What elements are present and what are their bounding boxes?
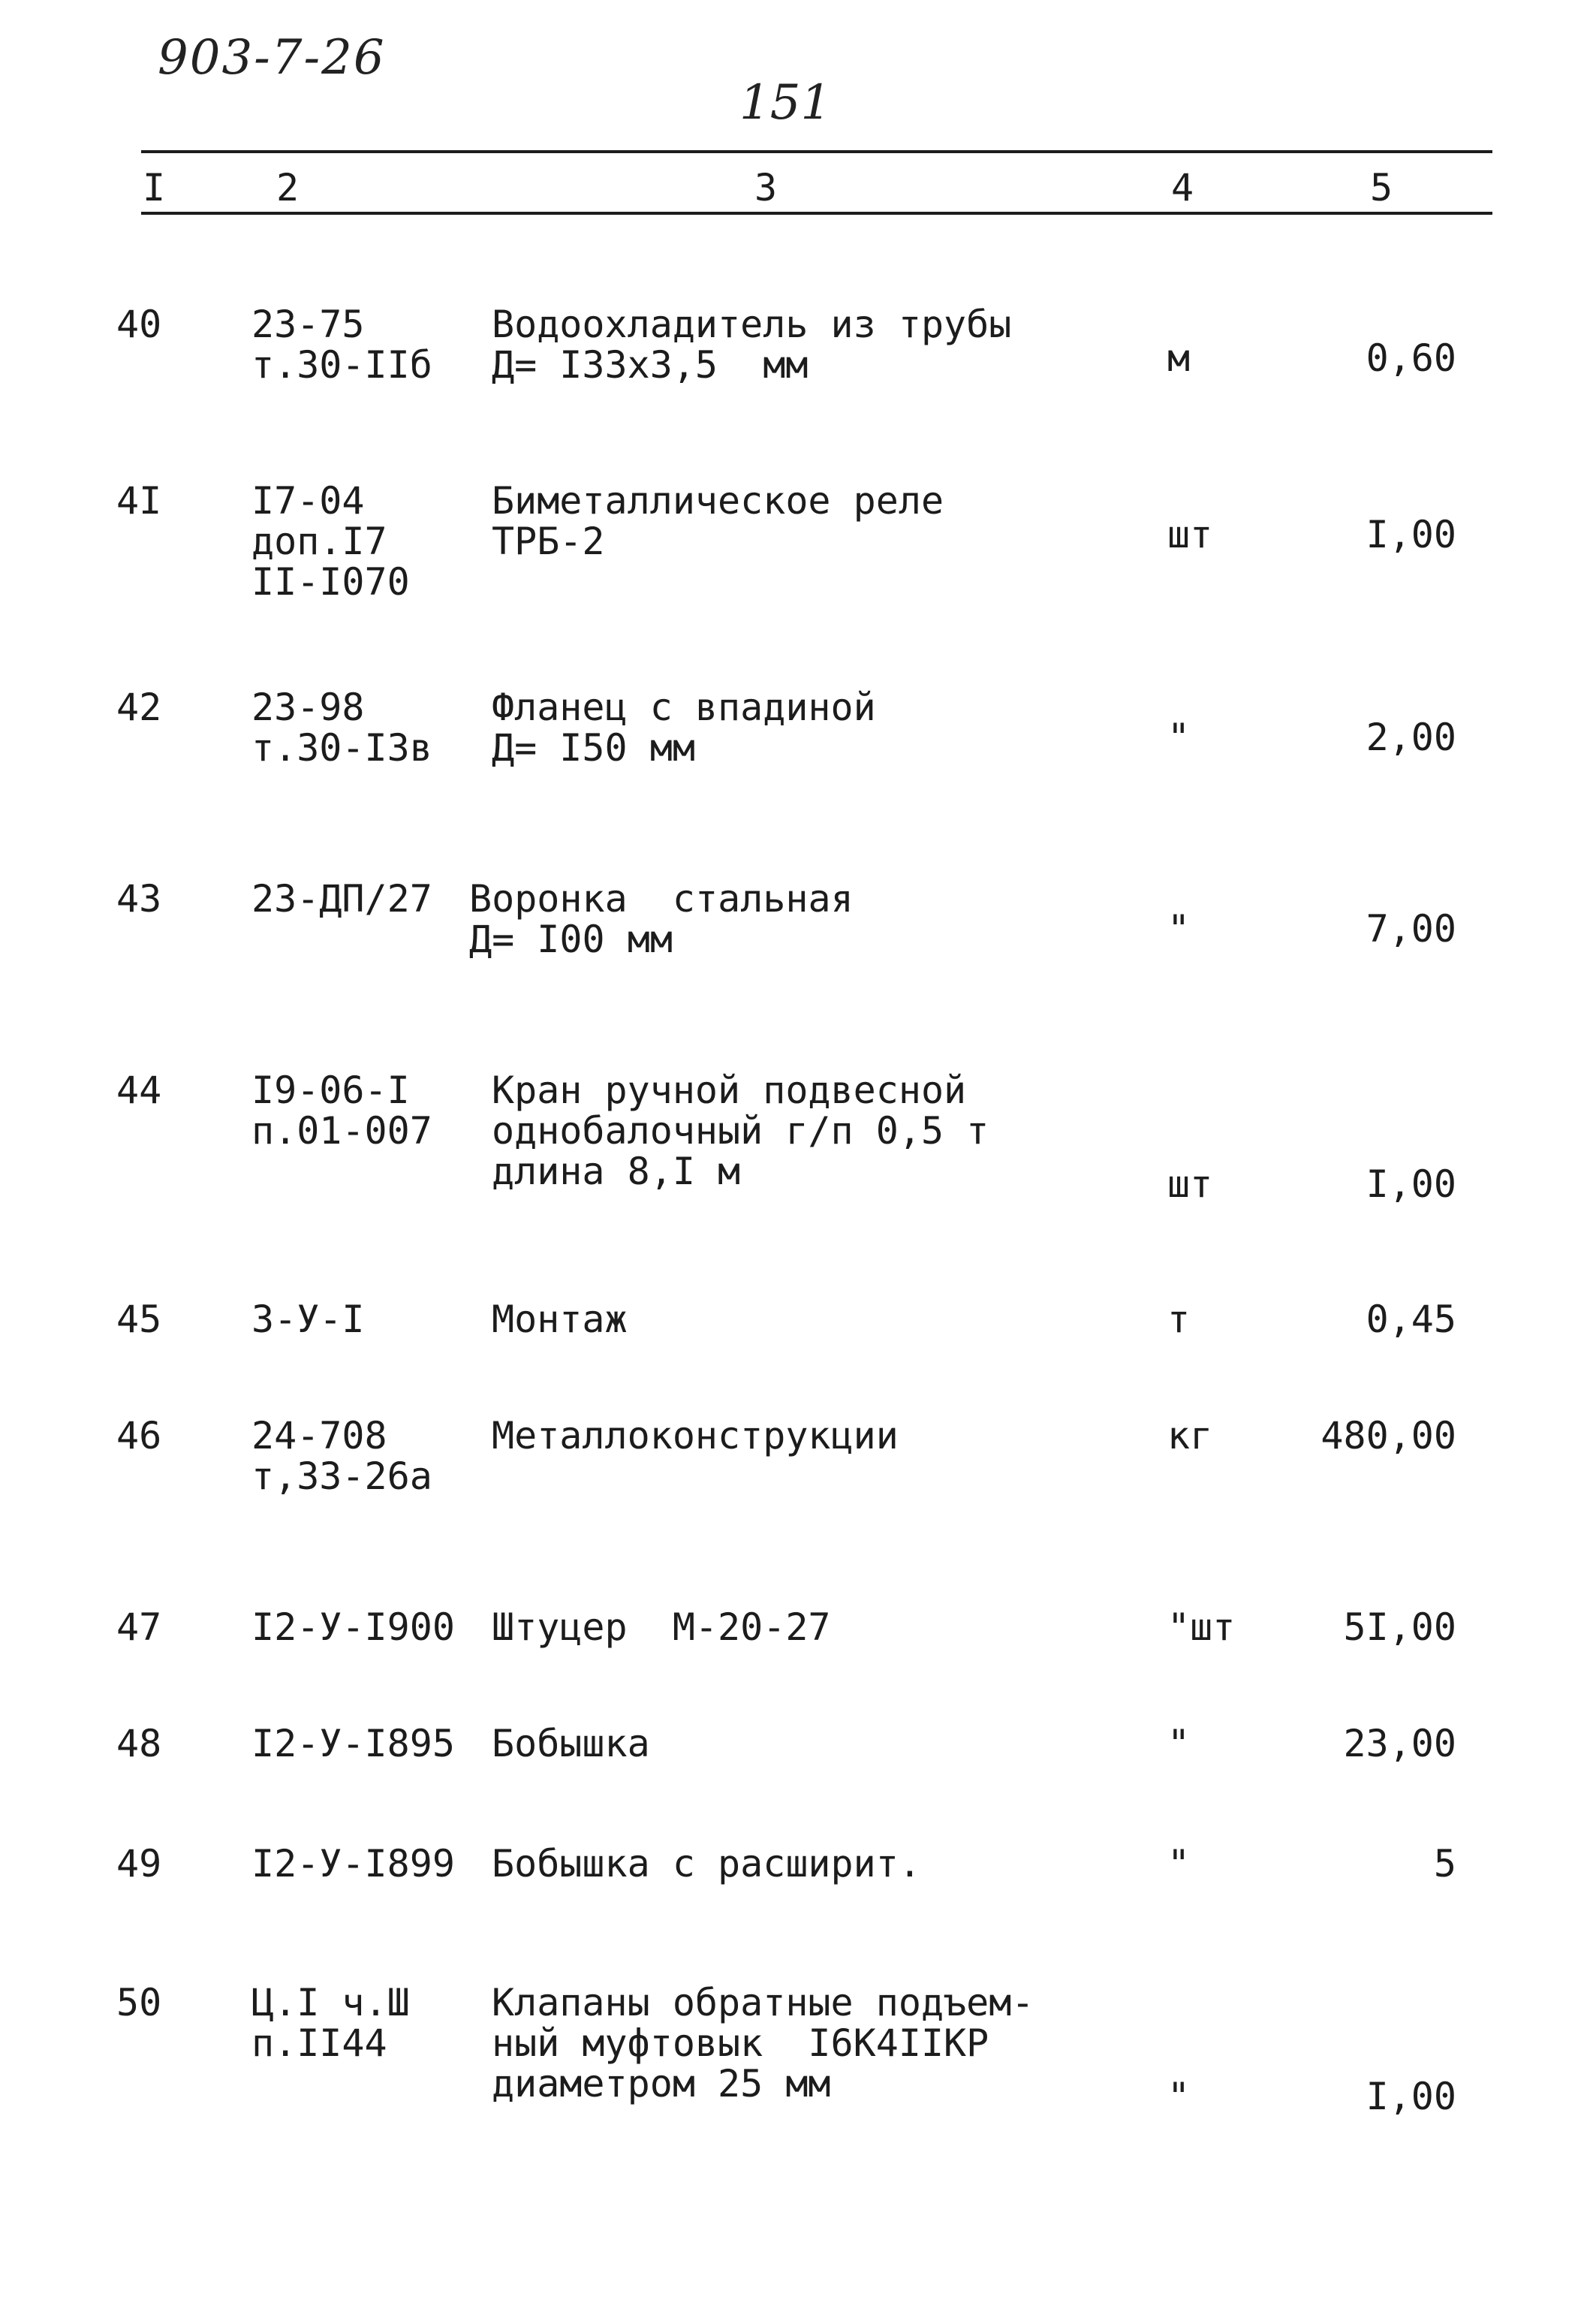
item-description: диаметром 25 мм	[492, 2062, 831, 2106]
item-description: ТРБ-2	[492, 520, 605, 563]
item-description: Клапаны обратные подъем-	[492, 1981, 1034, 2024]
column-header-1: I	[143, 166, 166, 209]
item-description: Бобышка	[492, 1722, 650, 1765]
item-description: Д= I00 мм	[469, 918, 673, 961]
item-code: 23-75	[251, 303, 365, 346]
quantity: 2,00	[1366, 716, 1456, 759]
item-code: 23-ДП/27	[251, 877, 432, 921]
item-code: I2-У-I895	[251, 1722, 455, 1765]
document-code: 903-7-26	[158, 30, 386, 86]
item-description: Штуцер М-20-27	[492, 1605, 831, 1649]
row-number: 42	[116, 686, 162, 729]
item-description: Бобышка с расширит.	[492, 1842, 921, 1885]
item-code: п.01-007	[251, 1109, 432, 1153]
item-code: 24-708	[251, 1414, 387, 1457]
page-number: 151	[739, 75, 832, 131]
column-header-5: 5	[1370, 166, 1393, 209]
item-code: т.30-I3в	[251, 726, 432, 770]
quantity: 7,00	[1366, 907, 1456, 951]
quantity: 5I,00	[1343, 1605, 1456, 1649]
quantity: 0,60	[1366, 336, 1456, 380]
item-description: Биметаллическое реле	[492, 479, 944, 523]
table-header-rule	[141, 212, 1492, 215]
row-number: 49	[116, 1842, 162, 1885]
row-number: 40	[116, 303, 162, 346]
row-number: 50	[116, 1981, 162, 2024]
item-description: Водоохладитель из трубы	[492, 303, 1012, 346]
item-description: Д= I33x3,5 мм	[492, 343, 809, 387]
item-code: т.30-IIб	[251, 343, 432, 387]
quantity: 480,00	[1320, 1414, 1456, 1457]
item-code: I9-06-I	[251, 1069, 410, 1112]
unit: шт	[1167, 513, 1213, 556]
item-description: однобалочный г/п 0,5 т	[492, 1109, 989, 1153]
unit: "	[1167, 907, 1191, 951]
column-header-4: 4	[1171, 166, 1194, 209]
unit: "шт	[1167, 1605, 1236, 1649]
quantity: I,00	[1366, 1162, 1456, 1206]
quantity: 0,45	[1366, 1298, 1456, 1341]
quantity: I,00	[1366, 2075, 1456, 2118]
item-code: п.II44	[251, 2021, 387, 2065]
item-code: I2-У-I899	[251, 1842, 455, 1885]
table-top-rule	[141, 150, 1492, 153]
unit: "	[1167, 1722, 1191, 1765]
item-description: Фланец с впадиной	[492, 686, 876, 729]
unit: м	[1167, 336, 1191, 380]
row-number: 45	[116, 1298, 162, 1341]
item-code: Ц.I ч.Ш	[251, 1981, 410, 2024]
item-code: I2-У-I900	[251, 1605, 455, 1649]
item-description: Воронка стальная	[469, 877, 854, 921]
row-number: 4I	[116, 479, 162, 523]
item-code: т,33-26а	[251, 1454, 432, 1498]
item-code: 3-У-I	[251, 1298, 365, 1341]
column-header-3: 3	[754, 166, 778, 209]
unit: "	[1167, 716, 1191, 759]
item-description: Металлоконструкции	[492, 1414, 899, 1457]
item-description: Монтаж	[492, 1298, 628, 1341]
item-description: Д= I50 мм	[492, 726, 695, 770]
item-code: I7-04	[251, 479, 365, 523]
item-code: II-I070	[251, 560, 410, 604]
row-number: 44	[116, 1069, 162, 1112]
row-number: 43	[116, 877, 162, 921]
unit: "	[1167, 2075, 1191, 2118]
item-description: длина 8,I м	[492, 1150, 741, 1193]
row-number: 46	[116, 1414, 162, 1457]
unit: т	[1167, 1298, 1191, 1341]
unit: "	[1167, 1842, 1191, 1885]
item-description: ный муфтовык I6К4IIКР	[492, 2021, 989, 2065]
unit: кг	[1167, 1414, 1213, 1457]
item-description: Кран ручной подвесной	[492, 1069, 967, 1112]
quantity: 5	[1433, 1842, 1456, 1885]
quantity: 23,00	[1343, 1722, 1456, 1765]
row-number: 48	[116, 1722, 162, 1765]
item-code: доп.I7	[251, 520, 387, 563]
column-header-2: 2	[276, 166, 300, 209]
unit: шт	[1167, 1162, 1213, 1206]
row-number: 47	[116, 1605, 162, 1649]
quantity: I,00	[1366, 513, 1456, 556]
item-code: 23-98	[251, 686, 365, 729]
